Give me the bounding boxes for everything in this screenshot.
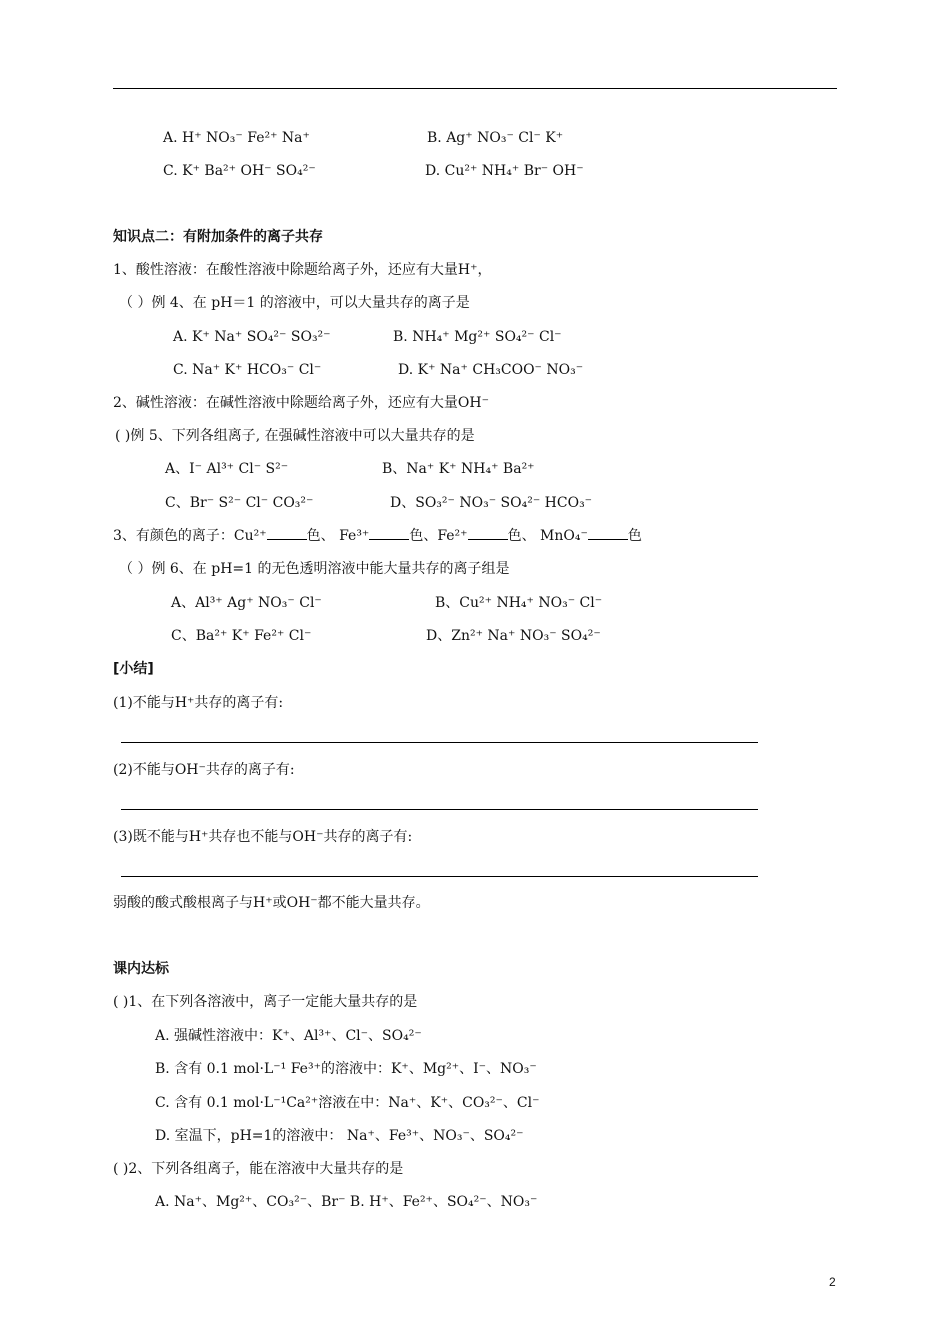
example-4-stem: （ ）例 4、在 pH＝1 的溶液中，可以大量共存的离子是	[119, 295, 470, 311]
question-1-stem: ( )1、在下列各溶液中，离子一定能大量共存的是	[113, 994, 418, 1010]
color-ions-line	[113, 527, 642, 545]
blank-mno4	[588, 527, 628, 540]
question-2-options-ab: A. Na⁺、Mg²⁺、CO₃²⁻、Br⁻ B. H⁺、Fe²⁺、SO₄²⁻、NO₃⁻	[155, 1194, 538, 1210]
example-6-option-d: D、Zn²⁺ Na⁺ NO₃⁻ SO₄²⁻	[426, 628, 601, 644]
example-5-option-a: A、I⁻ Al³⁺ Cl⁻ S²⁻	[165, 461, 289, 477]
question-1-option-b: B. 含有 0.1 mol·L⁻¹ Fe³⁺的溶液中：K⁺、Mg²⁺、I⁻、NO₃⁻	[155, 1061, 537, 1077]
blank-fe2	[468, 527, 508, 540]
summary-q2: (2)不能与OH⁻共存的离子有:	[113, 762, 295, 778]
summary-title: [小结]	[113, 661, 154, 677]
option-d: D. Cu²⁺ NH₄⁺ Br⁻ OH⁻	[425, 163, 584, 179]
base-intro: 2、碱性溶液：在碱性溶液中除题给离子外，还应有大量OH⁻	[113, 395, 489, 411]
example-6-stem: （ ）例 6、在 pH=1 的无色透明溶液中能大量共存的离子组是	[119, 561, 510, 577]
question-1-option-d: D. 室温下，pH=1的溶液中： Na⁺、Fe³⁺、NO₃⁻、SO₄²⁻	[155, 1128, 524, 1144]
answer-line-3	[121, 876, 758, 877]
example-6-option-c: C、Ba²⁺ K⁺ Fe²⁺ Cl⁻	[171, 628, 312, 644]
example-6-option-a: A、Al³⁺ Ag⁺ NO₃⁻ Cl⁻	[171, 595, 322, 611]
question-1-option-a: A. 强碱性溶液中：K⁺、Al³⁺、Cl⁻、SO₄²⁻	[155, 1028, 422, 1044]
summary-q1: (1)不能与H⁺共存的离子有:	[113, 695, 284, 711]
color-mno4: 色、 MnO₄⁻	[507, 528, 588, 544]
question-1-option-c: C. 含有 0.1 mol·L⁻¹Ca²⁺溶液在中：Na⁺、K⁺、CO₃²⁻、Cl⁻	[155, 1095, 540, 1111]
color-end: 色	[627, 528, 642, 544]
section-title: 知识点二：有附加条件的离子共存	[113, 229, 323, 245]
answer-line-2	[121, 809, 758, 810]
color-intro: 3、有颜色的离子：Cu²⁺	[113, 528, 267, 544]
example-5-option-d: D、SO₃²⁻ NO₃⁻ SO₄²⁻ HCO₃⁻	[390, 495, 593, 511]
color-fe2: 色、Fe²⁺	[409, 528, 468, 544]
option-a: A. H⁺ NO₃⁻ Fe²⁺ Na⁺	[163, 130, 310, 146]
header-rule	[113, 88, 837, 89]
answer-line-1	[121, 742, 758, 743]
option-b: B. Ag⁺ NO₃⁻ Cl⁻ K⁺	[427, 130, 564, 146]
summary-note: 弱酸的酸式酸根离子与H⁺或OH⁻都不能大量共存。	[113, 895, 430, 911]
page-number: 2	[829, 1275, 836, 1289]
summary-q3: (3)既不能与H⁺共存也不能与OH⁻共存的离子有:	[113, 829, 413, 845]
acid-intro: 1、酸性溶液：在酸性溶液中除题给离子外，还应有大量H⁺，	[113, 262, 492, 278]
example-6-option-b: B、Cu²⁺ NH₄⁺ NO₃⁻ Cl⁻	[435, 595, 603, 611]
example-5-option-b: B、Na⁺ K⁺ NH₄⁺ Ba²⁺	[382, 461, 535, 477]
example-4-option-b: B. NH₄⁺ Mg²⁺ SO₄²⁻ Cl⁻	[393, 329, 562, 345]
blank-cu	[267, 527, 307, 540]
example-4-option-d: D. K⁺ Na⁺ CH₃COO⁻ NO₃⁻	[398, 362, 584, 378]
blank-fe3	[369, 527, 409, 540]
example-5-option-c: C、Br⁻ S²⁻ Cl⁻ CO₃²⁻	[165, 495, 314, 511]
example-4-option-a: A. K⁺ Na⁺ SO₄²⁻ SO₃²⁻	[173, 329, 331, 345]
example-5-stem: ( )例 5、下列各组离子, 在强碱性溶液中可以大量共存的是	[115, 428, 475, 444]
classwork-title: 课内达标	[113, 961, 169, 977]
example-4-option-c: C. Na⁺ K⁺ HCO₃⁻ Cl⁻	[173, 362, 322, 378]
question-2-stem: ( )2、下列各组离子，能在溶液中大量共存的是	[113, 1161, 404, 1177]
color-fe3: 色、 Fe³⁺	[306, 528, 370, 544]
option-c: C. K⁺ Ba²⁺ OH⁻ SO₄²⁻	[163, 163, 316, 179]
